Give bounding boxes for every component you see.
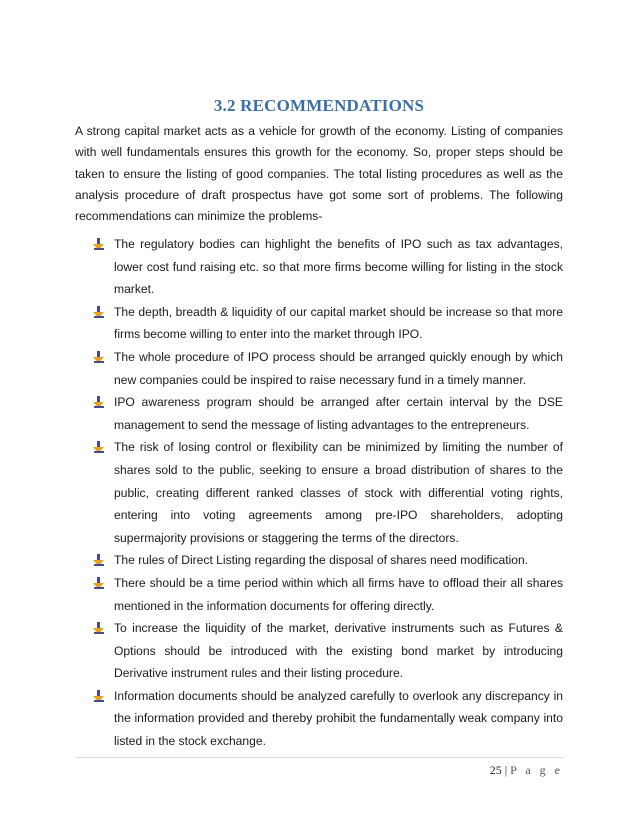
bullet-text: The risk of losing control or flexibility can be minimized by limiting the number of shares sold to the public, seeking to ensure a broad distribution of shares to the public, creating different ranked classes of stock with differential voting rights, entering into voting agreements among pre-IPO shareholders, adopting supermajority provisions or staggering the terms of the directors. bbox=[114, 440, 563, 545]
list-item bbox=[92, 549, 563, 572]
page-footer bbox=[490, 763, 563, 778]
bullet-arrow-icon bbox=[92, 622, 106, 635]
list-item bbox=[92, 391, 563, 436]
list-item bbox=[92, 617, 563, 685]
bullet-text: To increase the liquidity of the market, derivative instruments such as Futures & Options should be introduced with the existing bond market by introducing Derivative instrument rules and their listing procedure. bbox=[114, 621, 563, 681]
bullet-text: The regulatory bodies can highlight the benefits of IPO such as tax advantages, lower cost fund raising etc. so that more firms become willing for listing in the stock market. bbox=[114, 237, 563, 297]
bullet-arrow-icon bbox=[92, 690, 106, 703]
footer-divider bbox=[75, 757, 563, 758]
intro-paragraph: A strong capital market acts as a vehicle for growth of the economy. Listing of companies with well fundamentals ensures this growth for the economy. So, proper steps should be taken to ensure the listing of good companies. The total listing procedures as well as the analysis procedure of draft prospectus have got some sort of problems. The following recommendations can minimize the problems- bbox=[75, 124, 563, 224]
page-number: 25 bbox=[489, 763, 502, 777]
section-heading: 3.2 RECOMMENDATIONS bbox=[213, 96, 425, 115]
list-item bbox=[92, 436, 563, 549]
list-item bbox=[92, 572, 563, 617]
list-item bbox=[92, 233, 563, 301]
page-label: P a g e bbox=[510, 763, 563, 777]
footer-separator: | bbox=[504, 763, 508, 777]
list-item bbox=[92, 301, 563, 346]
bullet-text: There should be a time period within which all firms have to offload their all shares mentioned in the information documents for offering directly. bbox=[114, 575, 563, 613]
bullet-text: The depth, breadth & liquidity of our capital market should be increase so that more firms become willing to enter into the market through IPO. bbox=[114, 304, 563, 342]
bullet-arrow-icon bbox=[92, 351, 106, 364]
list-item bbox=[92, 346, 563, 391]
bullet-text: The whole procedure of IPO process should be arranged quickly enough by which new companies could be inspired to raise necessary fund in a timely manner. bbox=[114, 349, 563, 387]
recommendation-list bbox=[92, 233, 563, 753]
bullet-text: Information documents should be analyzed carefully to overlook any discrepancy in the information provided and thereby prohibit the fundamentally weak company into listed in the stock exchange. bbox=[114, 688, 563, 749]
bullet-arrow-icon bbox=[92, 441, 106, 454]
list-item bbox=[92, 685, 563, 753]
bullet-arrow-icon bbox=[92, 306, 106, 319]
bullet-arrow-icon bbox=[92, 577, 106, 590]
bullet-text: IPO awareness program should be arranged after certain interval by the DSE management to send the message of listing advantages to the entrepreneurs. bbox=[114, 395, 563, 432]
bullet-arrow-icon bbox=[92, 238, 106, 251]
bullet-text: The rules of Direct Listing regarding the disposal of shares need modification. bbox=[114, 553, 529, 568]
bullet-arrow-icon bbox=[92, 396, 106, 409]
bullet-arrow-icon bbox=[92, 554, 106, 567]
